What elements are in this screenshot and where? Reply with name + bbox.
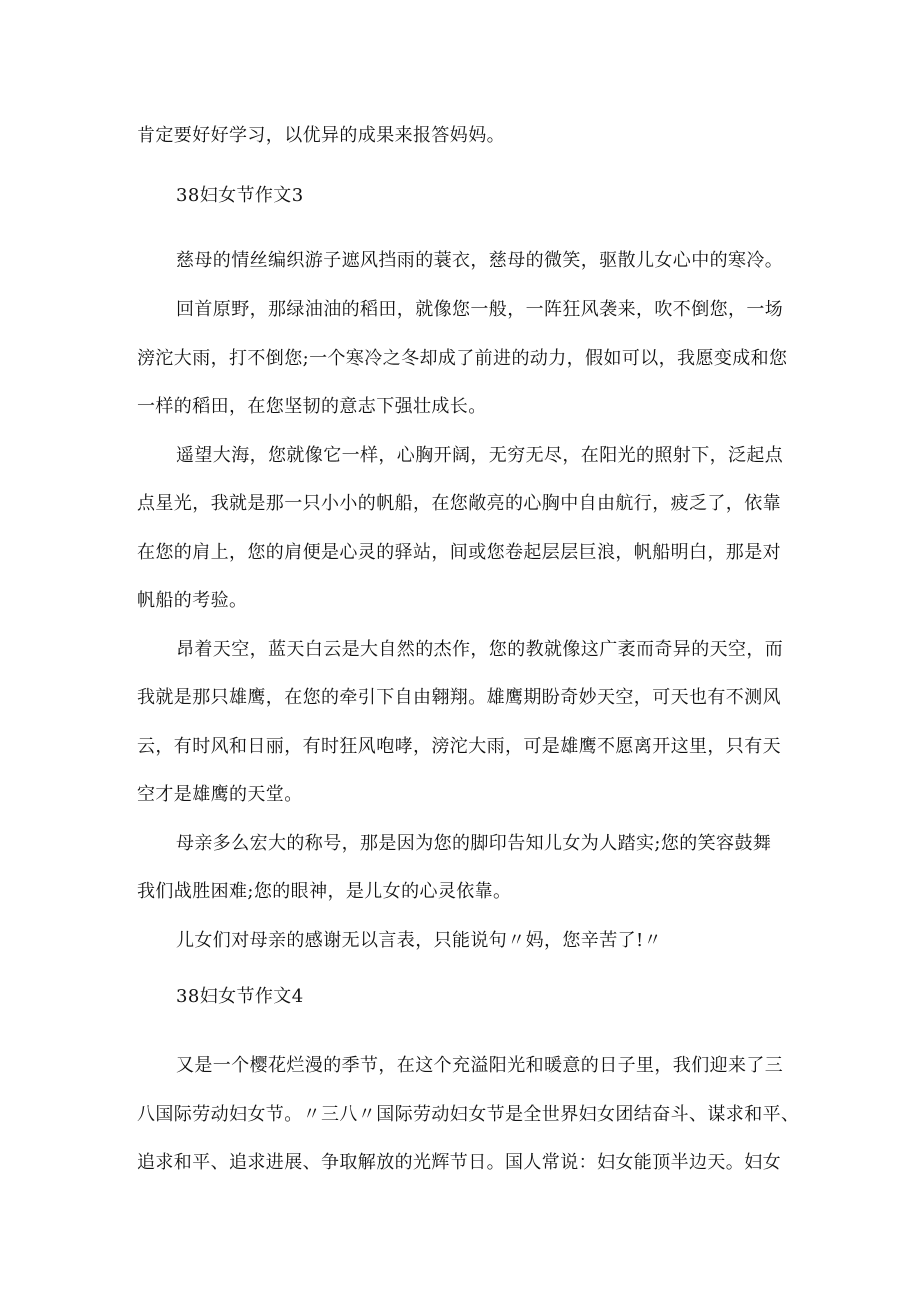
text-line: 回首原野，那绿油油的稻田，就像您一般，一阵狂风袭来，吹不倒您，一场 [176,299,784,320]
text-line: 慈母的情丝编织游子遮风挡雨的蓑衣，慈母的微笑，驱散儿女心中的寒冷。 [176,250,784,271]
text-line: 空才是雄鹰的天堂。 [137,784,303,805]
text-line: 滂沱大雨，打不倒您;一个寒冷之冬却成了前进的动力，假如可以，我愿变成和您 [137,348,788,369]
text-line: 肯定要好好学习，以优异的成果来报答妈妈。 [137,125,505,146]
section-heading: 38妇女节作文3 [176,185,304,206]
text-line: 遥望大海，您就像它一样，心胸开阔，无穷无尽，在阳光的照射下，泛起点 [176,445,784,466]
text-line: 昂着天空，蓝天白云是大自然的杰作，您的教就像这广袤而奇异的天空，而 [176,639,784,660]
text-line: 我就是那只雄鹰，在您的牵引下自由翱翔。雄鹰期盼奇妙天空，可天也有不测风 [137,687,781,708]
text-line: 儿女们对母亲的感谢无以言表，只能说句〃妈，您辛苦了!〃 [176,930,663,951]
text-line: 追求和平、追求进展、争取解放的光辉节日。国人常说：妇女能顶半边天。妇女 [137,1152,781,1173]
text-line: 一样的稻田，在您坚韧的意志下强壮成长。 [137,396,487,417]
text-line: 我们战胜困难;您的眼神，是儿女的心灵依靠。 [137,881,512,902]
text-line: 在您的肩上，您的肩便是心灵的驿站，间或您卷起层层巨浪，帆船明白，那是对 [137,542,781,563]
text-line: 帆船的考验。 [137,590,248,611]
text-line: 点星光，我就是那一只小小的帆船，在您敞亮的心胸中自由航行，疲乏了，依靠 [137,493,781,514]
text-line: 母亲多么宏大的称号，那是因为您的脚印告知儿女为人踏实;您的笑容鼓舞 [176,833,772,854]
text-line: 八国际劳动妇女节。〃三八〃国际劳动妇女节是全世界妇女团结奋斗、谋求和平、 [137,1104,800,1125]
text-line: 云，有时风和日丽，有时狂风咆哮，滂沱大雨，可是雄鹰不愿离开这里，只有天 [137,736,781,757]
section-heading: 38妇女节作文4 [176,986,304,1007]
text-line: 又是一个樱花烂漫的季节，在这个充溢阳光和暖意的日子里，我们迎来了三 [176,1055,784,1076]
